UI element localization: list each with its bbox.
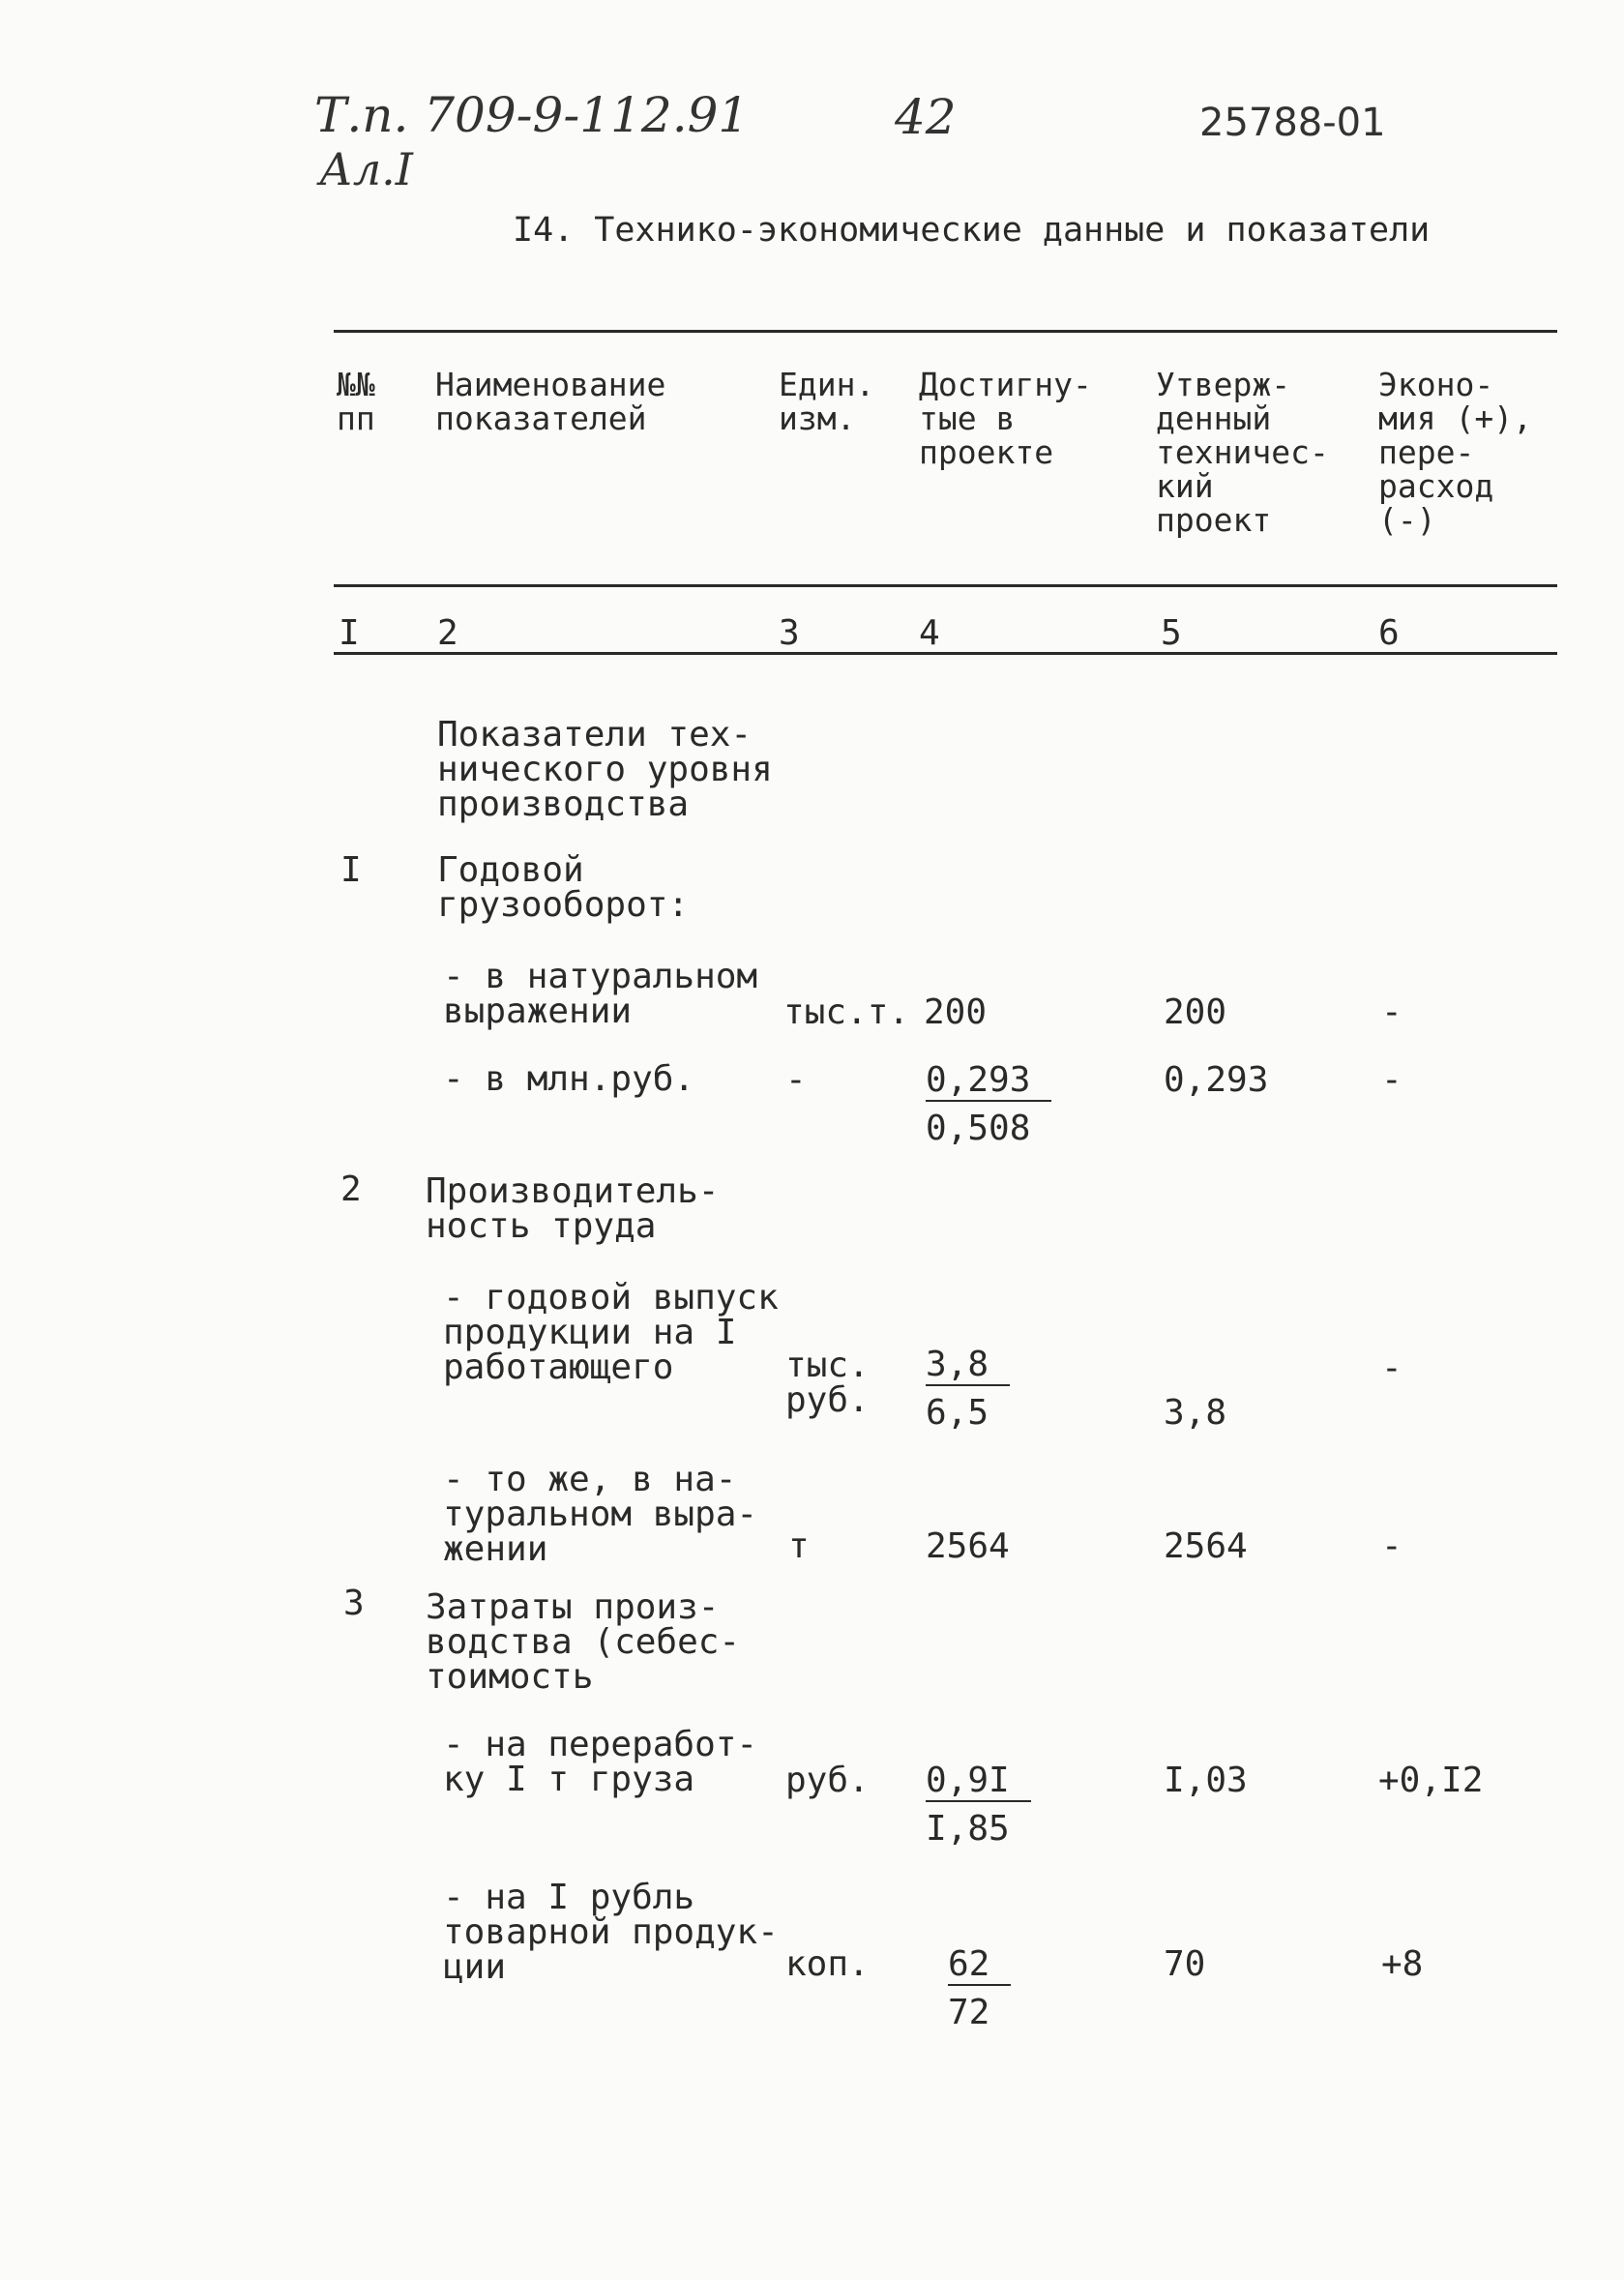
unit-cell: - bbox=[785, 1060, 807, 1100]
column-number: 5 bbox=[1161, 613, 1182, 653]
document-number: 25788-01 bbox=[1199, 101, 1386, 145]
table-header-rule bbox=[334, 584, 1557, 587]
achieved-cell: 200 bbox=[924, 992, 988, 1032]
unit-cell: тыс.т. bbox=[783, 992, 910, 1032]
economy-cell: +0,I2 bbox=[1378, 1761, 1484, 1800]
row-number: 3 bbox=[343, 1584, 365, 1623]
unit-cell: т bbox=[788, 1526, 810, 1566]
column-number: I bbox=[339, 613, 360, 653]
column-header-economy: Эконо- мия (+), пере- расход (-) bbox=[1378, 366, 1532, 539]
column-header-unit: Един. изм. bbox=[779, 366, 875, 437]
economy-cell: - bbox=[1381, 992, 1403, 1032]
row-number: I bbox=[340, 850, 362, 890]
indicator-name: - в натуральном выражении bbox=[443, 957, 758, 1031]
achieved-numerator: 3,8 bbox=[926, 1345, 1010, 1386]
column-header-approved: Утверж- денный техничес- кий проект bbox=[1156, 366, 1329, 539]
column-number: 6 bbox=[1378, 613, 1400, 653]
economy-cell: - bbox=[1381, 1348, 1403, 1388]
achieved-denominator: 6,5 bbox=[926, 1393, 989, 1433]
achieved-cell: 2564 bbox=[926, 1526, 1010, 1566]
achieved-denominator: 72 bbox=[948, 1993, 990, 2032]
column-number: 3 bbox=[779, 613, 800, 653]
indicator-name: - то же, в на- туральном выра- жении bbox=[443, 1460, 758, 1569]
approved-cell: 3,8 bbox=[1164, 1393, 1227, 1433]
column-header-achieved: Достигну- тые в проекте bbox=[919, 366, 1092, 471]
economy-cell: - bbox=[1381, 1060, 1403, 1100]
document-code: Т.п. 709-9-112.91 bbox=[314, 87, 750, 143]
achieved-denominator: 0,508 bbox=[926, 1109, 1031, 1148]
economy-cell: - bbox=[1381, 1526, 1403, 1566]
unit-cell: руб. bbox=[785, 1761, 870, 1800]
indicator-name: Затраты произ- водства (себес- тоимость bbox=[426, 1587, 741, 1697]
column-number: 2 bbox=[437, 613, 458, 653]
approved-cell: 70 bbox=[1164, 1944, 1206, 1984]
section-title: I4. Технико-экономические данные и показатели bbox=[513, 211, 1431, 250]
indicator-name: - в млн.руб. bbox=[443, 1059, 695, 1099]
unit-cell: тыс. руб. bbox=[785, 1346, 870, 1420]
approved-cell: 200 bbox=[1164, 992, 1227, 1032]
approved-cell: 2564 bbox=[1164, 1526, 1248, 1566]
table-top-rule bbox=[334, 330, 1557, 333]
approved-cell: 0,293 bbox=[1164, 1060, 1269, 1100]
unit-cell: коп. bbox=[785, 1944, 870, 1984]
column-header-name: Наименование показателей bbox=[435, 366, 666, 437]
table-numbers-rule bbox=[334, 652, 1557, 655]
row-number: 2 bbox=[340, 1170, 362, 1209]
approved-cell: I,03 bbox=[1164, 1761, 1248, 1800]
section-heading: Показатели тех- нического уровня производства bbox=[437, 715, 773, 824]
achieved-numerator: 0,9I bbox=[926, 1761, 1031, 1802]
indicator-name: Годовой грузооборот: bbox=[437, 850, 690, 925]
achieved-numerator: 0,293 bbox=[926, 1060, 1051, 1102]
column-number: 4 bbox=[919, 613, 940, 653]
economy-cell: +8 bbox=[1381, 1944, 1424, 1984]
achieved-numerator: 62 bbox=[948, 1944, 1011, 1986]
column-header-num: №№ пп bbox=[337, 366, 375, 437]
page-number: 42 bbox=[895, 89, 957, 145]
achieved-denominator: I,85 bbox=[926, 1809, 1010, 1849]
indicator-name: - годовой выпуск продукции на I работающего bbox=[443, 1278, 779, 1387]
indicator-name: - на переработ- ку I т груза bbox=[443, 1725, 758, 1799]
album-number: Ал.I bbox=[319, 143, 413, 195]
indicator-name: - на I рубль товарной продук- ции bbox=[443, 1878, 779, 1987]
indicator-name: Производитель- ность труда bbox=[426, 1171, 720, 1246]
